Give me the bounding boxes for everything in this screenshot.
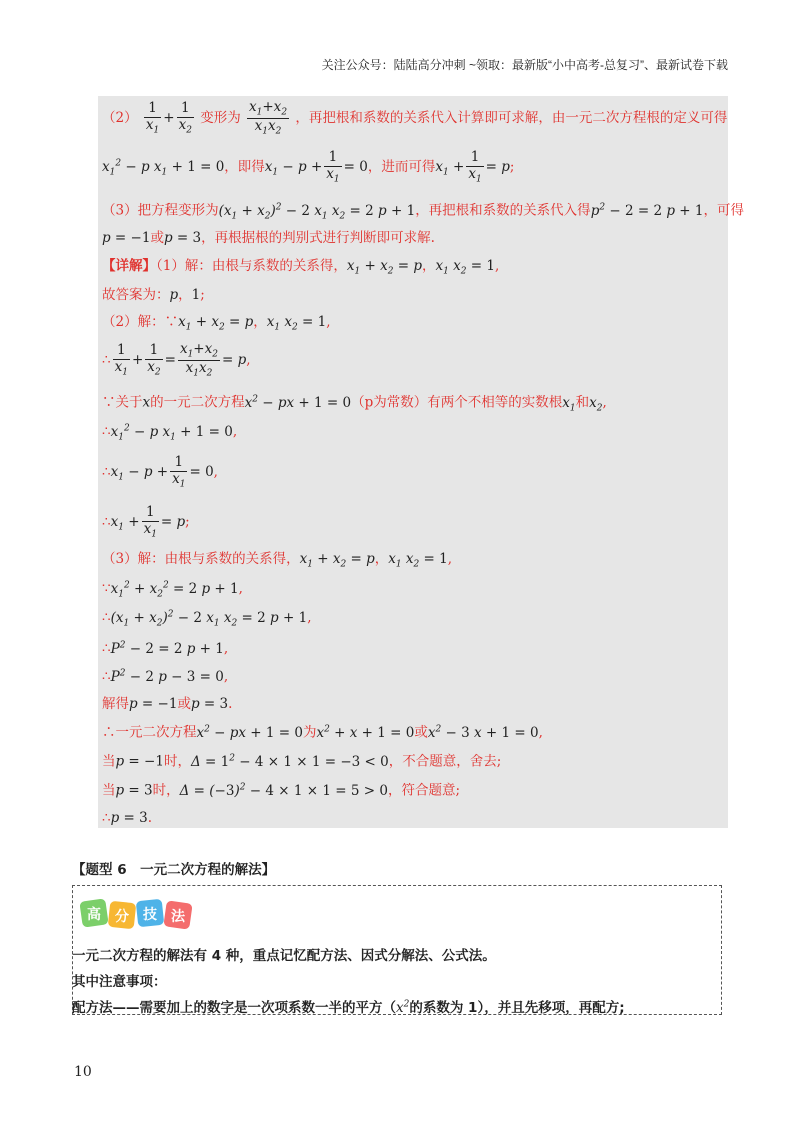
part3-eq1: $\because x_1^2 + x_2^2 = 2$ p + 1,: [102, 580, 243, 600]
text: （3）把方程变形为: [102, 202, 219, 219]
text: 配方法——需要加上的数字是一次项系数一半的平方（: [72, 1000, 396, 1016]
text: 故答案为：: [102, 287, 170, 303]
badge-char: 法: [171, 909, 185, 925]
tip-line-3: 配方法——需要加上的数字是一次项系数一半的平方（$x^2$的系数为 1），并且先移项，再配方;: [72, 999, 625, 1016]
text: ，不合题意，舍去;: [388, 753, 502, 770]
fraction: $\frac{x_1+x_2}{x_1x_2}$: [249, 99, 288, 137]
badge-char: 高: [87, 907, 101, 923]
text: 或: [414, 724, 428, 741]
text: ，可得: [703, 202, 744, 219]
part3-eq2: $\therefore(x_1 + x_2)^2 - 2$ $x_1$ $x_2 = 2$ p + 1,: [102, 609, 312, 629]
fraction: $\frac{1}{x_1}$: [172, 454, 186, 490]
badge-char: 分: [115, 909, 129, 925]
text: ，符合题意;: [387, 782, 461, 799]
text: ，进而可得: [367, 158, 436, 175]
text: ，再根据根的判别式进行判断即可求解.: [201, 230, 435, 246]
text: 一元二次方程: [115, 724, 197, 741]
result-line: $\therefore x_1$ + $\frac{1}{x_1}$ = p;: [102, 504, 190, 540]
equation-line: ∴一元二次方程$x^2$ − px + 1 = 0为$x^2 + x + 1 = 0$或$x^2 - 3$ x + 1 = 0,: [102, 724, 543, 741]
solution-line-1: （2） $\frac{1}{x_1}$ + $\frac{1}{x_2}$ 变形为 $\frac{x_1+x_2}{x_1x_2}$ ，再把根和系数的关系代入计算即可求解，由一元二次方程根的定义可得: [102, 99, 728, 137]
part-label: （2）: [102, 110, 138, 127]
section-title: 【题型 6 一元二次方程的解法】: [72, 862, 276, 878]
high-score-method-badge: [79, 896, 197, 932]
text: 时，: [163, 753, 191, 770]
solution-line-4: p = −1或p = 3，再根据根的判别式进行判断即可求解.: [102, 230, 435, 246]
fraction: $\frac{1}{x_1}$: [145, 100, 160, 136]
text: ，即得: [224, 158, 265, 175]
text: 当: [102, 753, 116, 770]
text: 解得: [102, 696, 129, 712]
text: 或: [177, 696, 191, 712]
tip-line-2: 其中注意事项：: [72, 974, 167, 990]
text: 或: [150, 230, 164, 246]
detail-line: 【详解】（1）解：由根与系数的关系得，$x_1 + x_2 = p$，$x_1$ $x_2 = 1$,: [102, 258, 500, 277]
text: （3）解：由根与系数的关系得，: [102, 551, 300, 567]
part3-eq4: $\therefore P^2 - 2$ p − 3 = 0,: [102, 668, 229, 685]
solution-line-2: $x_1^2 - p$ $x_1 + 1 = 0$，即得$x_1 - p$ + $\frac{1}{x_1}$ = 0，进而可得$x_1$ + $\frac{1}{x_1}$ = p;: [102, 149, 515, 185]
fraction: $\frac{x_1+x_2}{x_1x_2}$: [179, 341, 218, 379]
answer-line: 故答案为：p，1;: [102, 287, 205, 303]
text: 时，: [152, 782, 180, 799]
part2-fraction-line: ∴ $\frac{1}{x_1}$ + $\frac{1}{x_2}$ = $\frac{x_1+x_2}{x_1x_2}$ = p,: [102, 341, 251, 379]
root-eq-line: $\therefore x_1^2 - p$ $x_1 + 1 = 0$,: [102, 423, 238, 443]
fraction: $\frac{1}{x_2}$: [147, 342, 161, 378]
detail-tag: 【详解】: [102, 258, 156, 274]
text: 的系数为 1），并且先移项，再配方;: [409, 1000, 625, 1016]
text: 关于: [115, 394, 143, 411]
because-line: ∵关于x的一元二次方程$x^2$ − px + 1 = 0（p为常数）有两个不相等的实数根$x_1$和$x_2$,: [102, 394, 607, 414]
text: （2）解：: [102, 314, 165, 330]
page-header: 关注公众号：陆陆高分冲刺 ~领取：最新版“小中高考-总复习”、最新试卷下载: [321, 58, 728, 72]
solution-line-3: （3）把方程变形为$(x_1 + x_2)^2 - 2$ $x_1$ $x_2 = 2$ p + 1，再把根和系数的关系代入得$p^2 - 2 = 2$ p + 1，可得: [102, 202, 744, 222]
tip-line-1: 一元二次方程的解法有 4 种，重点记忆配方法、因式分解法、公式法。: [72, 948, 496, 964]
text: 为: [303, 724, 317, 741]
fraction: $\frac{1}{x_1}$: [468, 149, 482, 185]
part2-line: （2）解：$\because x_1 + x_2 = p$，$x_1$ $x_2 = 1$,: [102, 314, 331, 333]
badge-char: 技: [143, 907, 157, 923]
text: ，再把根和系数的关系代入计算即可求解，由一元二次方程根的定义可得: [295, 110, 728, 127]
text: 当: [102, 782, 116, 799]
fraction: $\frac{1}{x_1}$: [114, 342, 128, 378]
text: 的一元二次方程: [150, 394, 245, 411]
part3-line: （3）解：由根与系数的关系得，$x_1 + x_2 = p$，$x_1$ $x_2 = 1$,: [102, 551, 453, 570]
text: 变形为: [200, 110, 241, 127]
text: （1）解：由根与系数的关系得，: [156, 258, 347, 274]
case1-line: 当p = −1时，$\Delta = 1^2 - 4 \times 1 \times 1 = -3 < 0$，不合题意，舍去;: [102, 753, 502, 770]
fraction: $\frac{1}{x_2}$: [178, 100, 192, 136]
text: ，再把根和系数的关系代入得: [415, 202, 591, 219]
text: 和: [575, 394, 590, 411]
text: （p为常数）有两个不相等的实数根: [351, 394, 563, 411]
page-number: 10: [74, 1064, 92, 1080]
fraction: $\frac{1}{x_1}$: [143, 504, 157, 540]
conclusion-line: ∴p = 3.: [102, 810, 153, 826]
part3-eq3: $\therefore P^2 - 2 = 2$ p + 1,: [102, 640, 229, 657]
divide-line: $\therefore x_1 - p$ + $\frac{1}{x_1}$ = 0,: [102, 454, 218, 490]
solve-line: 解得p = −1或p = 3.: [102, 696, 233, 712]
case2-line: 当p = 3时，$\Delta = (-3)^2 - 4 \times 1 \times 1 = 5 > 0$，符合题意;: [102, 782, 461, 799]
fraction: $\frac{1}{x_1}$: [326, 149, 340, 185]
